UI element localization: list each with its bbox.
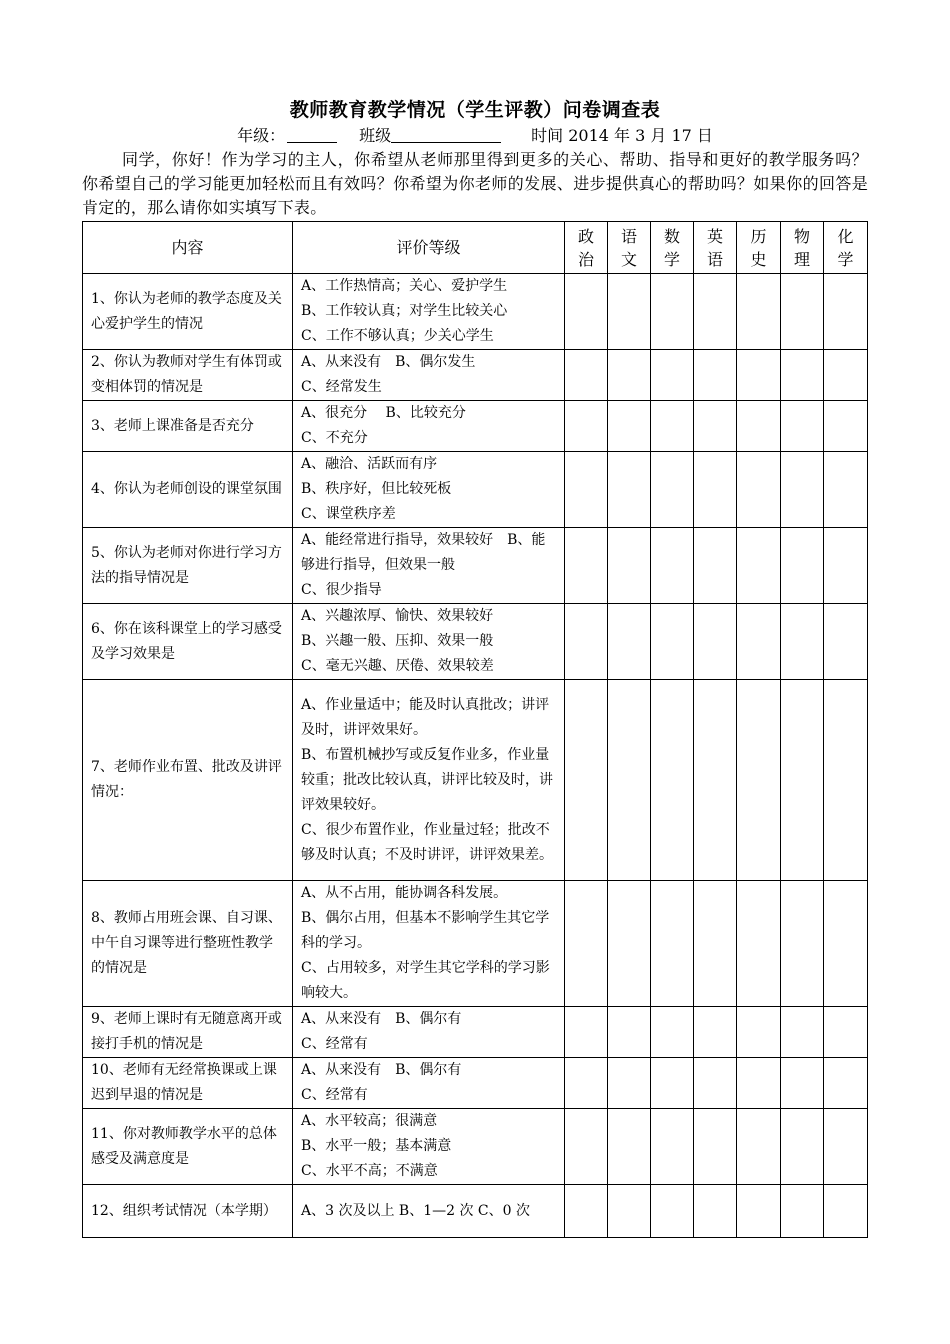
info-line: [0, 123, 950, 146]
table-row: [83, 401, 868, 452]
rating-cell[interactable]: [737, 350, 781, 401]
options-cell: [293, 881, 565, 1007]
rating-cell[interactable]: [565, 350, 608, 401]
option-text: A、很充分 B、比较充分: [301, 405, 466, 421]
rating-cell[interactable]: [608, 1007, 651, 1058]
rating-cell[interactable]: [737, 528, 781, 604]
option-text: C、经常发生: [301, 379, 382, 395]
rating-cell[interactable]: [824, 1007, 868, 1058]
question-cell: 8、教师占用班会课、自习课、中午自习课等进行整班性教学的情况是: [83, 881, 293, 1007]
rating-cell[interactable]: [565, 1007, 608, 1058]
rating-cell[interactable]: [737, 1058, 781, 1109]
table-row: [83, 528, 868, 604]
rating-cell[interactable]: [737, 604, 781, 680]
option-text: C、工作不够认真；少关心学生: [301, 328, 494, 344]
rating-cell[interactable]: [694, 881, 737, 1007]
rating-cell[interactable]: [737, 401, 781, 452]
header-subject-line1: 数: [663, 226, 680, 246]
header-subject-line2: 学: [663, 249, 680, 269]
class-label: 班级: [359, 126, 392, 145]
options-cell: [293, 1185, 565, 1238]
rating-cell[interactable]: [824, 401, 868, 452]
option-text: A、兴趣浓厚、愉快、效果较好: [301, 608, 494, 624]
rating-cell[interactable]: [651, 604, 694, 680]
question-cell: 5、你认为老师对你进行学习方法的指导情况是: [83, 528, 293, 604]
rating-cell[interactable]: [651, 274, 694, 350]
rating-cell[interactable]: [651, 881, 694, 1007]
header-subject-line1: 语: [620, 226, 637, 246]
rating-cell[interactable]: [651, 350, 694, 401]
grade-blank[interactable]: [287, 127, 337, 143]
option-text: B、布置机械抄写或反复作业多，作业量较重；批改比较认真，讲评比较及时，讲评效果较好。: [301, 746, 553, 813]
header-subject-line2: 史: [750, 249, 767, 269]
table-row: [83, 604, 868, 680]
option-text: B、偶尔占用，但基本不影响学生其它学科的学习。: [301, 910, 550, 951]
rating-cell[interactable]: [694, 401, 737, 452]
options-cell: [293, 1007, 565, 1058]
question-cell: 3、老师上课准备是否充分: [83, 401, 293, 452]
rating-cell[interactable]: [565, 401, 608, 452]
rating-cell[interactable]: [608, 350, 651, 401]
header-level: 评价等级: [293, 222, 565, 274]
question-cell: 2、你认为教师对学生有体罚或变相体罚的情况是: [83, 350, 293, 401]
rating-cell[interactable]: [651, 528, 694, 604]
page-title: 教师教育教学情况（学生评教）问卷调查表: [289, 99, 661, 121]
table-row: [83, 350, 868, 401]
table-row: [83, 1058, 868, 1109]
rating-cell[interactable]: [824, 1058, 868, 1109]
rating-cell[interactable]: [824, 528, 868, 604]
rating-cell[interactable]: [565, 452, 608, 528]
header-subject-line2: 文: [620, 249, 637, 269]
header-subject-line2: 治: [577, 249, 594, 269]
rating-cell[interactable]: [824, 452, 868, 528]
rating-cell[interactable]: [781, 680, 824, 881]
rating-cell[interactable]: [694, 350, 737, 401]
option-text: C、不充分: [301, 430, 368, 446]
question-cell: 12、组织考试情况（本学期）: [83, 1185, 293, 1238]
header-subject-line1: 物: [793, 226, 810, 246]
rating-cell[interactable]: [824, 881, 868, 1007]
rating-cell[interactable]: [781, 1109, 824, 1185]
options-cell: [293, 452, 565, 528]
header-subject-line1: 化: [837, 226, 854, 246]
option-text: C、很少布置作业，作业量过轻；批改不够及时认真；不及时讲评，讲评效果差。: [301, 821, 553, 863]
header-subject: [737, 222, 781, 274]
survey-table: [82, 221, 868, 1238]
rating-cell[interactable]: [694, 680, 737, 881]
rating-cell[interactable]: [737, 1007, 781, 1058]
rating-cell[interactable]: [651, 452, 694, 528]
rating-cell[interactable]: [824, 350, 868, 401]
rating-cell[interactable]: [824, 274, 868, 350]
rating-cell[interactable]: [565, 604, 608, 680]
rating-cell[interactable]: [781, 1185, 824, 1238]
option-text: C、课堂秩序差: [301, 506, 396, 522]
time-label: 时间 2014 年 3 月 17 日: [531, 126, 713, 145]
rating-cell[interactable]: [781, 350, 824, 401]
rating-cell[interactable]: [737, 881, 781, 1007]
options-cell: [293, 274, 565, 350]
rating-cell[interactable]: [608, 881, 651, 1007]
rating-cell[interactable]: [781, 452, 824, 528]
table-row: [83, 452, 868, 528]
header-subject-line2: 学: [837, 249, 854, 269]
question-cell: 4、你认为老师创设的课堂氛围: [83, 452, 293, 528]
class-blank[interactable]: [391, 127, 501, 143]
rating-cell[interactable]: [565, 881, 608, 1007]
question-cell: 1、你认为老师的教学态度及关心爱护学生的情况: [83, 274, 293, 350]
table-row: [83, 680, 868, 881]
question-cell: 11、你对教师教学水平的总体感受及满意度是: [83, 1109, 293, 1185]
question-cell: 9、老师上课时有无随意离开或接打手机的情况是: [83, 1007, 293, 1058]
rating-cell[interactable]: [608, 528, 651, 604]
header-subject-line2: 理: [793, 249, 810, 269]
option-text: A、融洽、活跃而有序: [301, 456, 438, 472]
rating-cell[interactable]: [824, 680, 868, 881]
option-text: A、能经常进行指导，效果较好 B、能够进行指导，但效果一般: [301, 532, 546, 573]
rating-cell[interactable]: [651, 1185, 694, 1238]
option-text: A、水平较高；很满意: [301, 1113, 438, 1129]
option-text: C、经常有: [301, 1087, 368, 1103]
header-subject: [781, 222, 824, 274]
header-subject-line1: 历: [750, 226, 767, 246]
rating-cell[interactable]: [781, 881, 824, 1007]
rating-cell[interactable]: [565, 1185, 608, 1238]
header-subject: [651, 222, 694, 274]
rating-cell[interactable]: [694, 274, 737, 350]
options-cell: [293, 604, 565, 680]
rating-cell[interactable]: [824, 1109, 868, 1185]
rating-cell[interactable]: [781, 1058, 824, 1109]
header-subject-line1: 英: [706, 226, 723, 246]
rating-cell[interactable]: [694, 452, 737, 528]
option-text: A、作业量适中；能及时认真批改；讲评及时，讲评效果好。: [301, 696, 550, 738]
header-row: [83, 222, 868, 274]
rating-cell[interactable]: [737, 1185, 781, 1238]
options-cell: [293, 401, 565, 452]
rating-cell[interactable]: [824, 604, 868, 680]
rating-cell[interactable]: [651, 1058, 694, 1109]
rating-cell[interactable]: [781, 274, 824, 350]
rating-cell[interactable]: [737, 274, 781, 350]
rating-cell[interactable]: [608, 274, 651, 350]
rating-cell[interactable]: [565, 1058, 608, 1109]
rating-cell[interactable]: [781, 604, 824, 680]
header-subject-line2: 语: [706, 249, 723, 269]
rating-cell[interactable]: [608, 604, 651, 680]
question-cell: 10、老师有无经常换课或上课迟到早退的情况是: [83, 1058, 293, 1109]
option-text: A、从来没有 B、偶尔有: [301, 1011, 462, 1027]
rating-cell[interactable]: [651, 401, 694, 452]
rating-cell[interactable]: [608, 401, 651, 452]
table-row: [83, 1007, 868, 1058]
question-cell: 7、老师作业布置、批改及讲评情况：: [83, 680, 293, 881]
header-subject: [824, 222, 868, 274]
option-text: B、兴趣一般、压抑、效果一般: [301, 633, 494, 649]
question-cell: 6、你在该科课堂上的学习感受及学习效果是: [83, 604, 293, 680]
option-text: C、水平不高；不满意: [301, 1163, 438, 1179]
intro-paragraph: 同学，你好！作为学习的主人，你希望从老师那里得到更多的关心、帮助、指导和更好的教学服务吗？你希望自己的学习能更加轻松而且有效吗？你希望为你老师的发展、进步提供真心的帮助吗？如果你的回答是肯定的，那么请你如实填写下表。: [82, 150, 868, 217]
rating-cell[interactable]: [694, 1185, 737, 1238]
option-text: A、从来没有 B、偶尔发生: [301, 354, 476, 370]
options-cell: [293, 680, 565, 881]
option-text: C、经常有: [301, 1036, 368, 1052]
header-subject: [608, 222, 651, 274]
option-text: C、占用较多，对学生其它学科的学习影响较大。: [301, 960, 550, 1001]
table-row: [83, 881, 868, 1007]
option-text: B、水平一般；基本满意: [301, 1138, 452, 1154]
option-text: A、工作热情高；关心、爱护学生: [301, 278, 508, 294]
options-cell: [293, 350, 565, 401]
rating-cell[interactable]: [565, 680, 608, 881]
header-subject-line1: 政: [577, 226, 594, 246]
table-row: [83, 1109, 868, 1185]
rating-cell[interactable]: [608, 1185, 651, 1238]
rating-cell[interactable]: [781, 1007, 824, 1058]
rating-cell[interactable]: [565, 274, 608, 350]
option-text: A、3 次及以上 B、1—2 次 C、0 次: [301, 1202, 530, 1219]
header-subject: [694, 222, 737, 274]
option-text: A、从不占用，能协调各科发展。: [301, 885, 508, 901]
option-text: B、秩序好，但比较死板: [301, 481, 452, 497]
rating-cell[interactable]: [565, 1109, 608, 1185]
rating-cell[interactable]: [737, 680, 781, 881]
rating-cell[interactable]: [651, 1109, 694, 1185]
table-row: [83, 1185, 868, 1238]
table-row: [83, 274, 868, 350]
rating-cell[interactable]: [608, 1058, 651, 1109]
rating-cell[interactable]: [608, 680, 651, 881]
rating-cell[interactable]: [694, 1109, 737, 1185]
rating-cell[interactable]: [694, 528, 737, 604]
rating-cell[interactable]: [694, 1007, 737, 1058]
rating-cell[interactable]: [737, 1109, 781, 1185]
rating-cell[interactable]: [694, 604, 737, 680]
rating-cell[interactable]: [651, 680, 694, 881]
rating-cell[interactable]: [565, 528, 608, 604]
header-content: 内容: [83, 222, 293, 274]
rating-cell[interactable]: [651, 1007, 694, 1058]
option-text: B、工作较认真；对学生比较关心: [301, 303, 508, 319]
option-text: A、从来没有 B、偶尔有: [301, 1062, 462, 1078]
options-cell: [293, 1109, 565, 1185]
rating-cell[interactable]: [694, 1058, 737, 1109]
option-text: C、很少指导: [301, 582, 382, 598]
grade-label: 年级：: [237, 126, 286, 145]
rating-cell[interactable]: [824, 1185, 868, 1238]
options-cell: [293, 528, 565, 604]
rating-cell[interactable]: [781, 528, 824, 604]
rating-cell[interactable]: [781, 401, 824, 452]
rating-cell[interactable]: [608, 452, 651, 528]
rating-cell[interactable]: [737, 452, 781, 528]
header-subject: [565, 222, 608, 274]
rating-cell[interactable]: [608, 1109, 651, 1185]
option-text: C、毫无兴趣、厌倦、效果较差: [301, 658, 494, 674]
options-cell: [293, 1058, 565, 1109]
